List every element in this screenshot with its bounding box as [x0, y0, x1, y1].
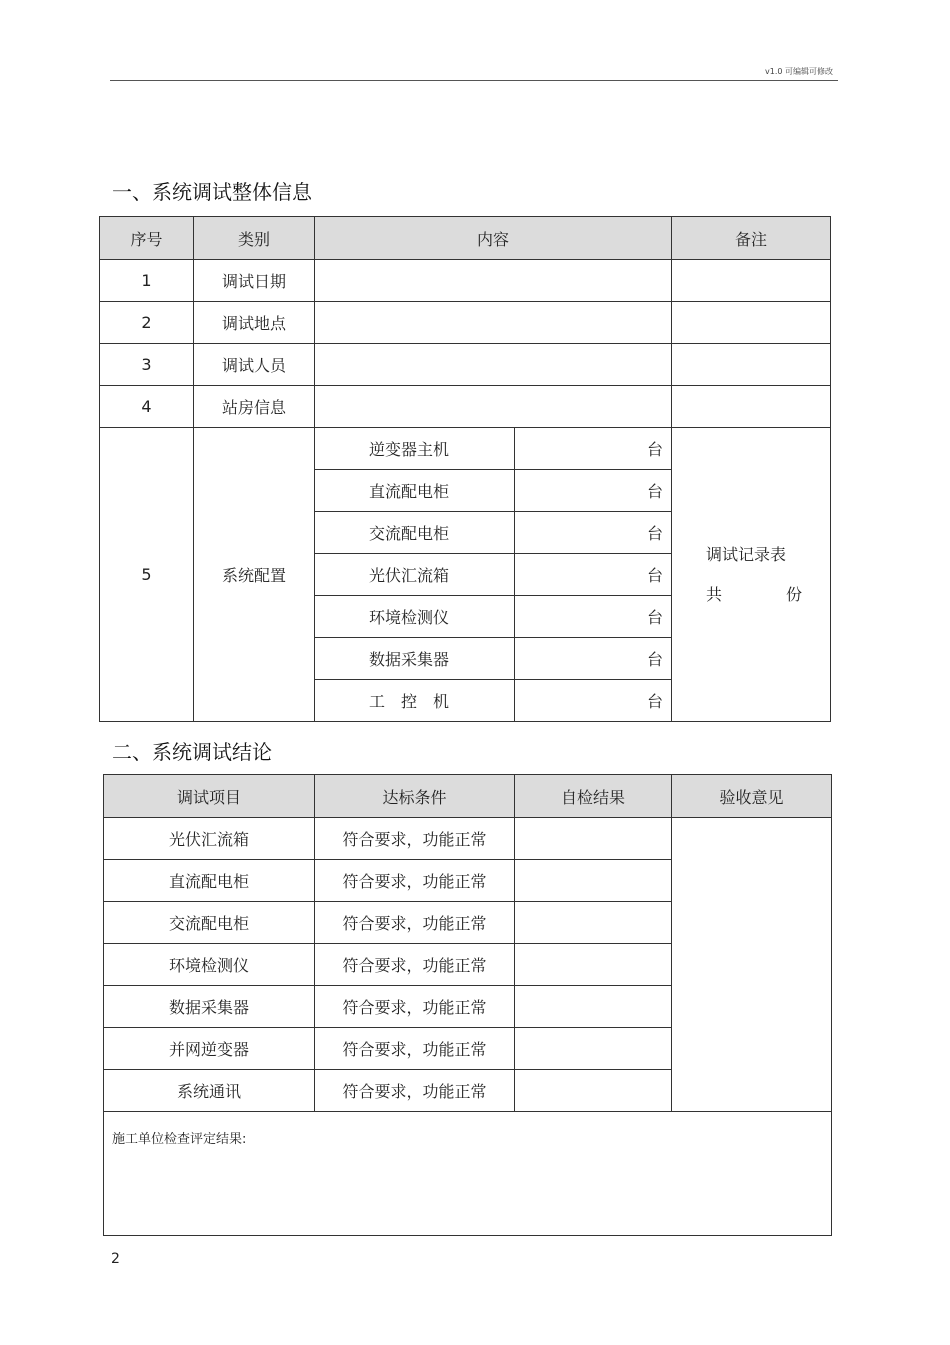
col-header-note: 备注 — [672, 217, 831, 260]
content-cell[interactable] — [315, 302, 672, 344]
config-unit[interactable]: 台 — [515, 512, 672, 554]
content-cell[interactable] — [315, 260, 672, 302]
content-cell[interactable] — [315, 344, 672, 386]
test-item: 直流配电柜 — [104, 860, 315, 902]
row-no: 3 — [100, 344, 194, 386]
config-unit[interactable]: 台 — [515, 428, 672, 470]
config-unit[interactable]: 台 — [515, 470, 672, 512]
config-item: 工 控 机 — [315, 680, 515, 722]
record-note-line2 — [706, 575, 830, 615]
content-cell[interactable] — [315, 386, 672, 428]
table-row — [100, 344, 831, 386]
table-row — [100, 260, 831, 302]
header-rule — [110, 80, 838, 81]
self-check-cell[interactable] — [515, 1070, 672, 1112]
test-condition: 符合要求，功能正常 — [315, 860, 515, 902]
col-header-category: 类别 — [194, 217, 315, 260]
note-cell[interactable] — [672, 302, 831, 344]
self-check-cell[interactable] — [515, 944, 672, 986]
version-note: v1.0 可编辑可修改 — [765, 67, 833, 76]
row-category: 站房信息 — [194, 386, 315, 428]
evaluation-cell[interactable] — [104, 1112, 832, 1236]
table-row — [104, 818, 832, 860]
test-condition: 符合要求，功能正常 — [315, 1028, 515, 1070]
row-no: 5 — [100, 428, 194, 722]
col-header-acceptance: 验收意见 — [672, 775, 832, 818]
test-condition: 符合要求，功能正常 — [315, 902, 515, 944]
table-header-row — [100, 217, 831, 260]
row-category: 系统配置 — [194, 428, 315, 722]
test-condition: 符合要求，功能正常 — [315, 944, 515, 986]
table-header-row — [104, 775, 832, 818]
section2-title: 二、系统调试结论 — [112, 740, 272, 764]
self-check-cell[interactable] — [515, 986, 672, 1028]
record-note-fen: 份 — [786, 584, 803, 604]
test-condition: 符合要求，功能正常 — [315, 986, 515, 1028]
col-header-no: 序号 — [100, 217, 194, 260]
config-item: 光伏汇流箱 — [315, 554, 515, 596]
page-number: 2 — [111, 1251, 120, 1267]
col-header-item: 调试项目 — [104, 775, 315, 818]
test-item: 光伏汇流箱 — [104, 818, 315, 860]
note-cell[interactable] — [672, 260, 831, 302]
record-note-gong: 共 — [706, 584, 723, 604]
config-item: 直流配电柜 — [315, 470, 515, 512]
row-category: 调试日期 — [194, 260, 315, 302]
table-row — [100, 302, 831, 344]
table-row — [100, 386, 831, 428]
row-category: 调试人员 — [194, 344, 315, 386]
section1-title: 一、系统调试整体信息 — [112, 180, 312, 204]
self-check-cell[interactable] — [515, 860, 672, 902]
col-header-condition: 达标条件 — [315, 775, 515, 818]
config-item: 逆变器主机 — [315, 428, 515, 470]
row-no: 2 — [100, 302, 194, 344]
test-item: 系统通讯 — [104, 1070, 315, 1112]
self-check-cell[interactable] — [515, 902, 672, 944]
system-info-table — [99, 216, 831, 722]
evaluation-label: 施工单位检查评定结果: — [112, 1132, 247, 1147]
config-unit[interactable]: 台 — [515, 554, 672, 596]
table-row — [100, 428, 831, 470]
test-item: 并网逆变器 — [104, 1028, 315, 1070]
config-unit[interactable]: 台 — [515, 638, 672, 680]
record-note-cell — [672, 428, 831, 722]
test-item: 交流配电柜 — [104, 902, 315, 944]
self-check-cell[interactable] — [515, 1028, 672, 1070]
test-condition: 符合要求，功能正常 — [315, 1070, 515, 1112]
row-no: 1 — [100, 260, 194, 302]
config-item: 交流配电柜 — [315, 512, 515, 554]
row-category: 调试地点 — [194, 302, 315, 344]
config-unit[interactable]: 台 — [515, 596, 672, 638]
col-header-self-check: 自检结果 — [515, 775, 672, 818]
config-unit[interactable]: 台 — [515, 680, 672, 722]
record-note-line1: 调试记录表 — [706, 544, 787, 564]
note-cell[interactable] — [672, 344, 831, 386]
test-condition: 符合要求，功能正常 — [315, 818, 515, 860]
config-item: 环境检测仪 — [315, 596, 515, 638]
acceptance-opinion-cell[interactable] — [672, 818, 832, 1112]
config-item: 数据采集器 — [315, 638, 515, 680]
row-no: 4 — [100, 386, 194, 428]
test-item: 数据采集器 — [104, 986, 315, 1028]
test-item: 环境检测仪 — [104, 944, 315, 986]
col-header-content: 内容 — [315, 217, 672, 260]
self-check-cell[interactable] — [515, 818, 672, 860]
note-cell[interactable] — [672, 386, 831, 428]
evaluation-row — [104, 1112, 832, 1236]
conclusion-table — [103, 774, 832, 1236]
